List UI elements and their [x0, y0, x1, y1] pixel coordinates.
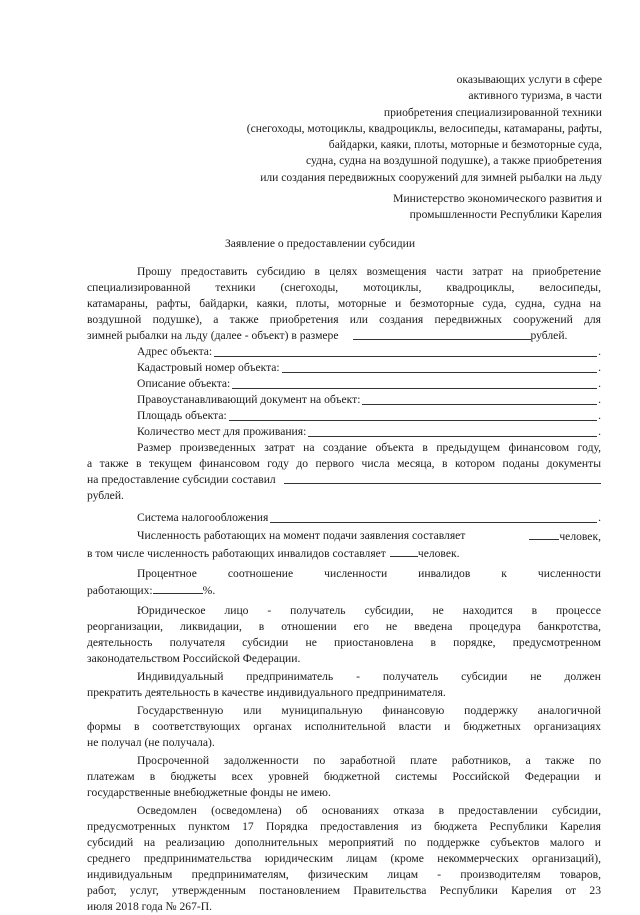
field-label: Описание объекта: [137, 377, 231, 390]
text-line: платежам в бюджеты всех уровней бюджетной системы Российской Федерации и [87, 770, 601, 783]
costs-amount-line [87, 472, 601, 488]
blank-line [308, 425, 597, 437]
text-line: июля 2018 года № 267-П. [87, 900, 213, 913]
text-line: Индивидуальный предприниматель - получатель субсидии не должен [137, 670, 601, 683]
text-line: государственные внебюджетные фонды не имею. [87, 786, 331, 799]
text-line: законодательством Российской Федерации. [87, 652, 301, 665]
field-label: Правоустанавливающий документ на объект: [137, 393, 361, 406]
percent-blank [153, 582, 203, 594]
amount-blank [353, 328, 531, 340]
text-line: Размер произведенных затрат на создание объекта в предыдущем финансовом году, [137, 441, 601, 454]
blank-line [270, 511, 597, 523]
header-line: (снегоходы, мотоциклы, квадроциклы, велосипеды, катамараны, рафты, [246, 121, 602, 135]
text-word: соотношение [227, 567, 294, 580]
addressee-header [172, 72, 602, 186]
tax-system-field [87, 510, 601, 526]
text-line: Численность работающих на момент подачи заявления составляет [137, 529, 466, 542]
cadastral-number-field [87, 360, 601, 376]
disabled-staff-line [87, 545, 601, 562]
text-word: численности [537, 567, 601, 580]
blank-line [362, 393, 597, 405]
text-line: деятельность получателя субсидии не приостановлена в порядке, предусмотренном [87, 636, 601, 649]
field-end: . [598, 345, 601, 358]
ministry-line: Министерство экономического развития и [393, 192, 602, 205]
accommodation-places-field [87, 424, 601, 440]
blank-line [282, 361, 597, 373]
document-body [87, 264, 601, 915]
text-line: а также в текущем финансовом году до первого числа месяца, в котором поданы документы [87, 457, 601, 470]
disabled-staff-blank [390, 545, 418, 557]
state-support-paragraph [87, 703, 601, 751]
ministry-block [393, 191, 602, 224]
refusal-grounds-paragraph [87, 803, 601, 915]
text-line: Прошу предоставить субсидию в целях возмещения части затрат на приобретение [137, 265, 601, 278]
document-title: Заявление о предоставлении субсидии [224, 237, 416, 250]
field-end: . [598, 511, 601, 524]
text-line: Юридическое лицо - получатель субсидии, не находится в процессе [137, 604, 601, 617]
text-line: прекратить деятельность в качестве индивидуального предпринимателя. [87, 686, 446, 699]
field-end: . [598, 377, 601, 390]
percent-value-line [87, 582, 601, 599]
text-word: Процентное [137, 567, 197, 580]
field-end: . [598, 361, 601, 374]
blank-line [229, 409, 597, 421]
text-line: специализированной техники (снегоходы, мотоциклы, квадроциклы, велосипеды, [87, 281, 601, 294]
blank-line [232, 377, 597, 389]
text-line: Просроченной задолженности по заработной плате работников, а также по [137, 754, 601, 767]
staff-blank [529, 528, 559, 540]
text-line: воздушной подушке), а также приобретения или создания передвижных сооружений для [87, 313, 601, 326]
header-line: оказывающих услуги в сфере [456, 73, 602, 86]
header-line: байдарки, каяки, плоты, моторные и безмоторные суда, [328, 138, 602, 152]
field-label: Адрес объекта: [137, 345, 213, 358]
costs-paragraph [87, 440, 601, 504]
header-line: приобретения специализированной техники [383, 105, 602, 119]
description-field [87, 376, 601, 392]
text-line: рублей. [87, 489, 124, 502]
area-field [87, 408, 601, 424]
text-word: численности [324, 567, 388, 580]
amount-unit: рублей. [530, 329, 568, 342]
text-line: катамараны, рафты, байдарки, каяки, плоты, моторные и безмоторные суда, судна, судна на [87, 297, 601, 310]
object-fields [87, 344, 601, 440]
costs-blank [284, 472, 601, 484]
entrepreneur-paragraph [87, 669, 601, 701]
amount-line [87, 328, 601, 344]
text-unit: %. [202, 584, 216, 597]
staff-count [529, 528, 601, 545]
text-word: инвалидов [418, 567, 471, 580]
address-field [87, 344, 601, 360]
text-line: субсидий на реализацию дополнительных мероприятий по поддержке субъектов малого и [87, 836, 601, 849]
amount-label: зимней рыбалки на льду (далее - объект) в размере [87, 329, 339, 342]
text-line: формы в соответствующих органах исполнительной власти и бюджетных организациях [87, 720, 601, 733]
field-label: Площадь объекта: [137, 409, 227, 422]
text-line: предусмотренных пунктом 17 Порядка предоставления из бюджета Республики Карелия [87, 820, 601, 833]
text-line: в том числе численность работающих инвалидов составляет [87, 547, 386, 560]
field-label: Кадастровый номер объекта: [137, 361, 280, 374]
text-word: к [501, 567, 507, 580]
header-line: или создания передвижных сооружений для зимней рыбалки на льду [260, 170, 602, 184]
header-line: судна, судна на воздушной подушке), а также приобретения [305, 154, 602, 168]
text-line: на предоставление субсидии составил [87, 473, 276, 486]
text-unit: человек, [559, 530, 601, 543]
staff-line [87, 528, 601, 545]
header-line: активного туризма, в части [468, 89, 602, 103]
field-label: Количество мест для проживания: [137, 425, 307, 438]
text-line: работ, услуг, утвержденным постановлением Правительства Республики Карелия от 23 [87, 884, 601, 897]
field-label: Система налогообложения [137, 511, 269, 524]
text-line: среднего предпринимательства юридическим лицам (кроме некоммерческих организаций), [87, 852, 601, 865]
text-line: Государственную или муниципальную финансовую поддержку аналогичной [137, 704, 601, 717]
legal-entity-paragraph [87, 603, 601, 667]
blank-line [214, 345, 597, 357]
field-end: . [598, 393, 601, 406]
percent-line [87, 566, 601, 582]
field-end: . [598, 409, 601, 422]
text-line: индивидуальным предпринимателям, физическим лицам - производителям товаров, [87, 868, 601, 881]
ministry-line: промышленности Республики Карелия [409, 208, 602, 222]
staff-paragraph [87, 528, 601, 599]
request-paragraph [87, 264, 601, 344]
text-line: Осведомлен (осведомлена) об основаниях отказа в предоставлении субсидии, [137, 804, 601, 817]
text-line: не получал (не получала). [87, 736, 215, 749]
field-end: . [598, 425, 601, 438]
title-document-field [87, 392, 601, 408]
debt-paragraph [87, 753, 601, 801]
text-line: работающих: [87, 584, 153, 597]
text-unit: человек. [417, 547, 460, 560]
text-line: реорганизации, ликвидации, в отношении его не введена процедура банкротства, [87, 620, 601, 633]
